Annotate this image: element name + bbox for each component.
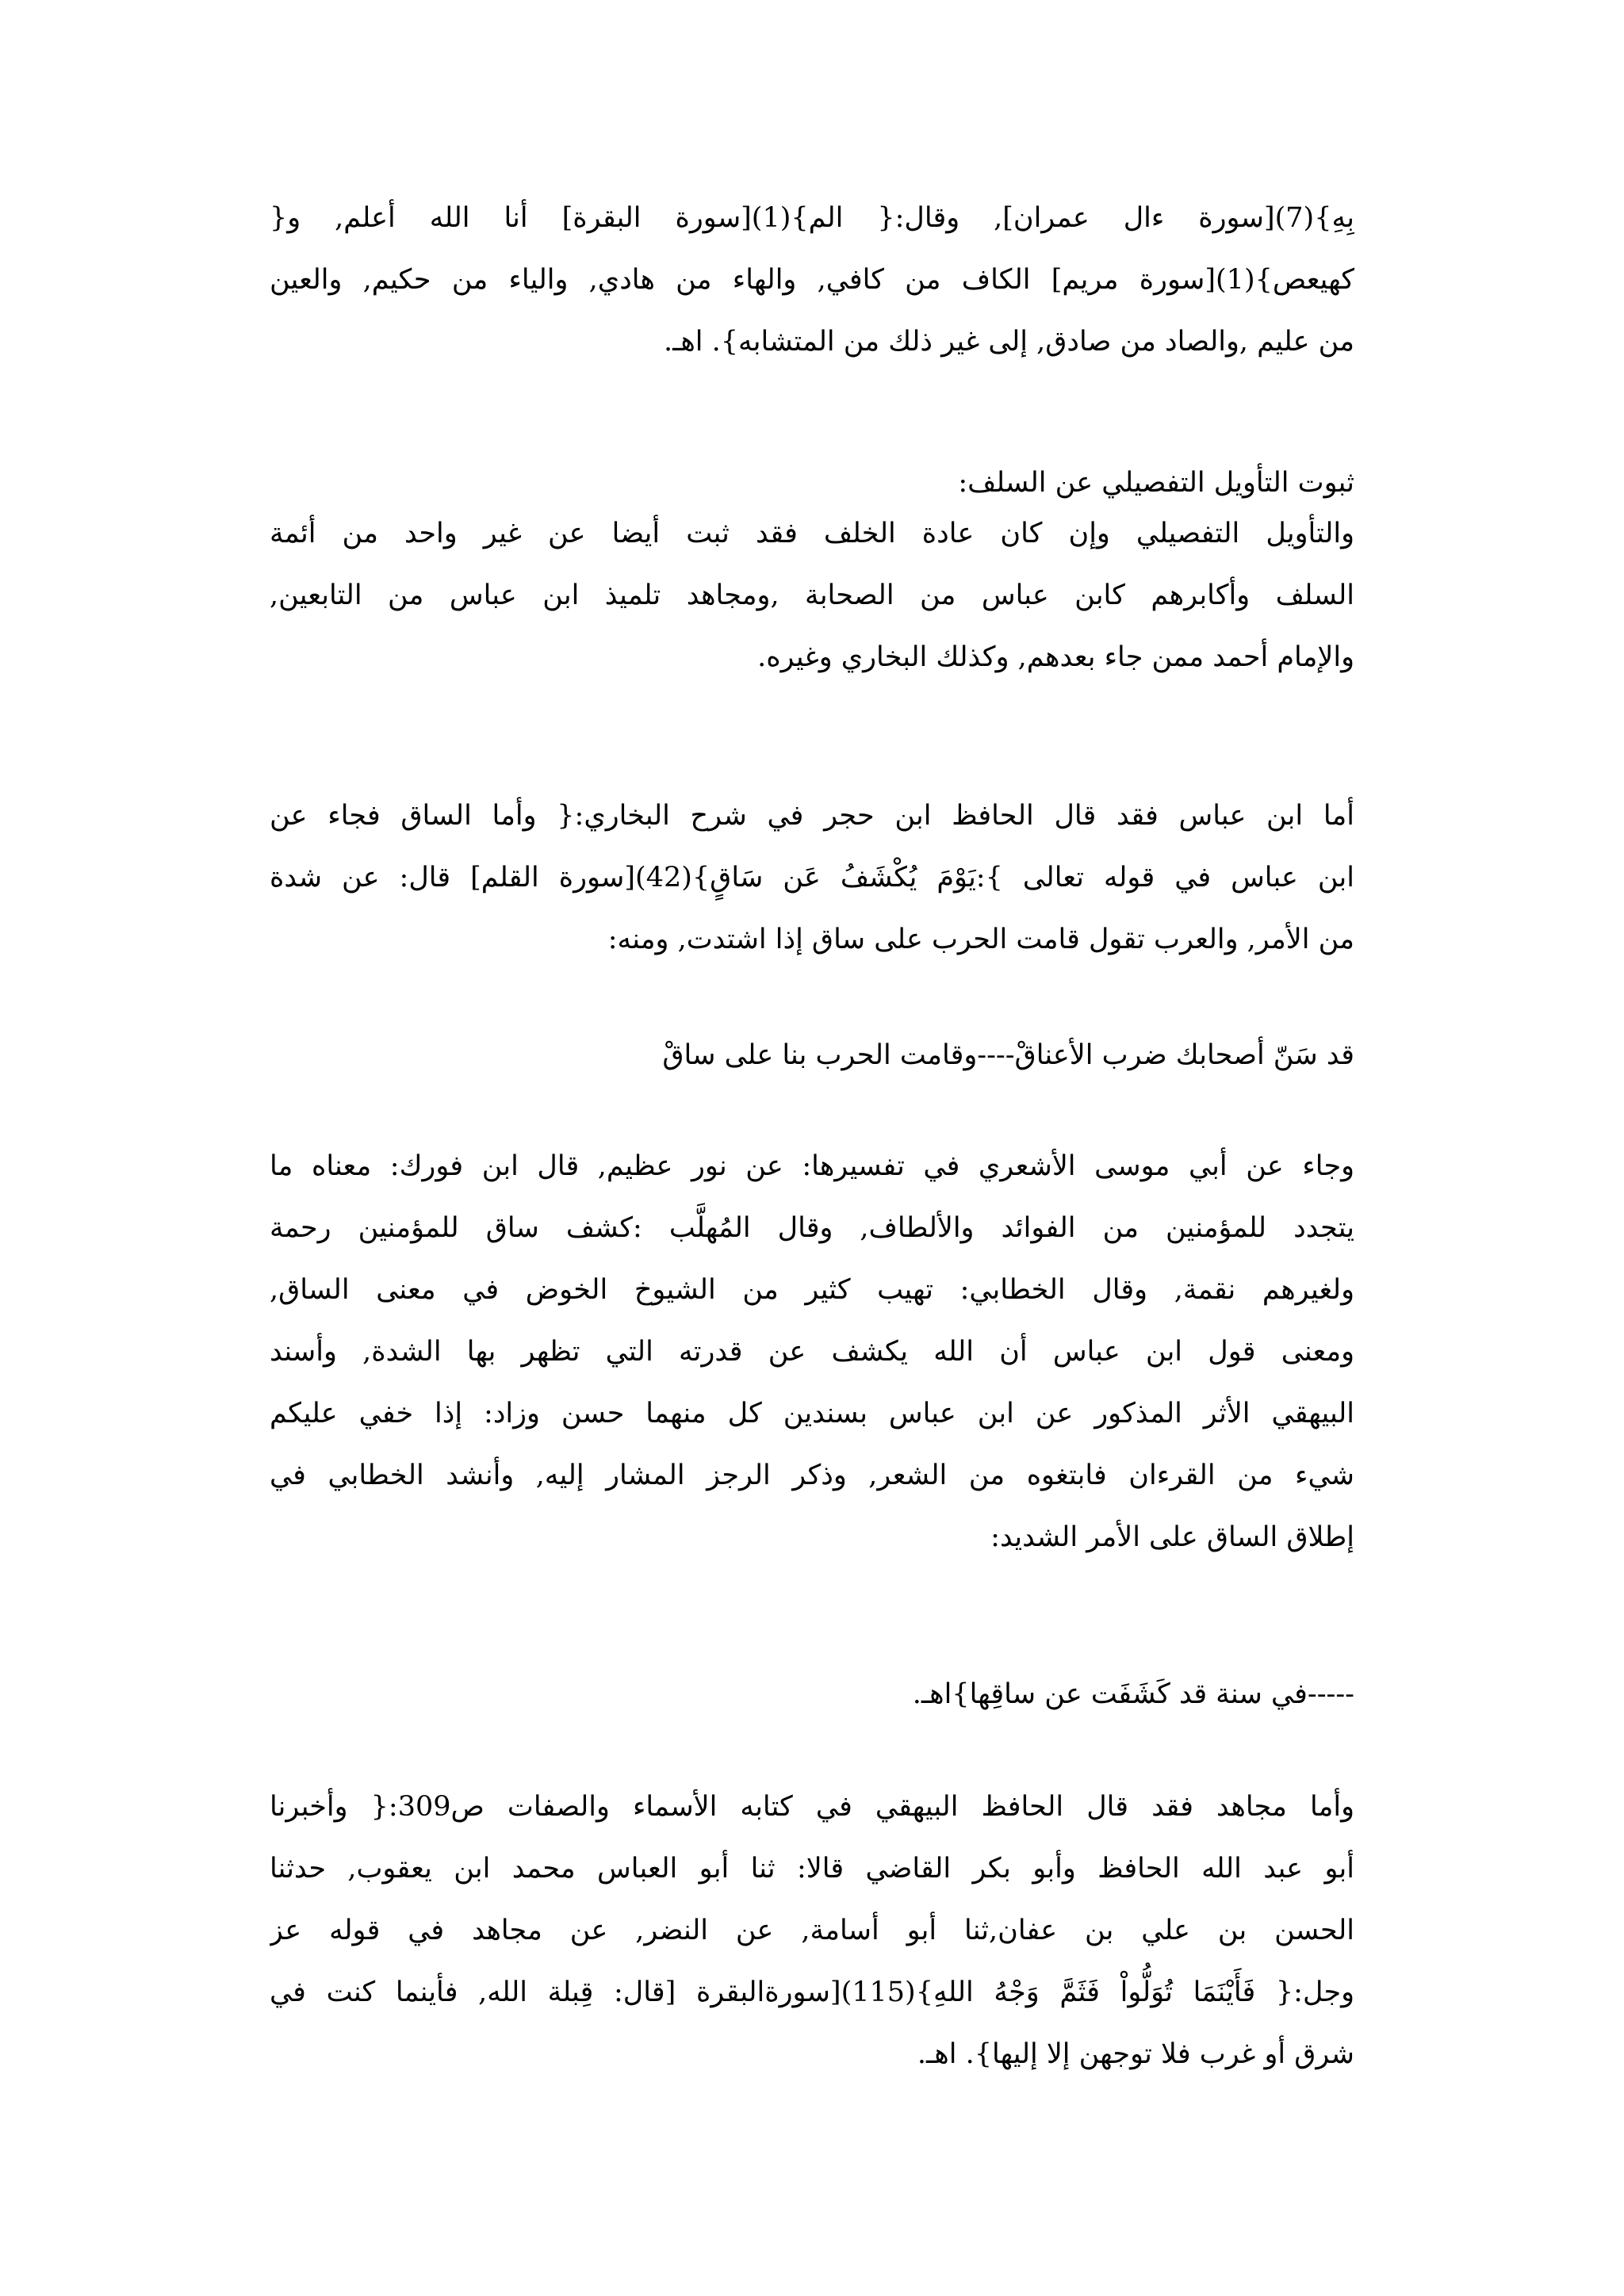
- paragraph-mujahid: [270, 1776, 1354, 2085]
- text-line: الحسن بن علي بن عفان,ثنا أبو أسامة, عن النضر, عن مجاهد في قوله عز: [270, 1915, 1354, 1946]
- text-line: ابن عباس في قوله تعالى }:يَوْمَ يُكْشَفُ عَن سَاقٍ}(42)[سورة القلم] قال: عن شدة: [270, 862, 1354, 894]
- text-line: وأما مجاهد فقد قال الحافظ البيهقي في كتابه الأسماء والصفات ص309:{ وأخبرنا: [270, 1791, 1354, 1823]
- text-line: ومعنى قول ابن عباس أن الله يكشف عن قدرته التي تظهر بها الشدة, وأسند: [270, 1336, 1354, 1368]
- text-line: شرق أو غرب فلا توجهن إلا إليها}. اهـ.: [917, 2038, 1354, 2070]
- paragraph-ibn-abbas: [270, 785, 1354, 970]
- text-line: من الأمر, والعرب تقول قامت الحرب على ساق إذا اشتدت, ومنه:: [607, 924, 1354, 955]
- text-line: وجاء عن أبي موسى الأشعري في تفسيرها: عن نور عظيم, قال ابن فورك: معناه ما: [270, 1150, 1354, 1182]
- text-line: أبو عبد الله الحافظ وأبو بكر القاضي قالا: ثنا أبو العباس محمد ابن يعقوب, حدثنا: [270, 1853, 1354, 1885]
- text-line: السلف وأكابرهم كابن عباس من الصحابة ,ومجاهد تلميذ ابن عباس من التابعين,: [270, 580, 1354, 611]
- text-line: وجل:{ فَأَيْنَمَا تُوَلُّواْ فَثَمَّ وَجْهُ اللهِ}(115)[سورةالبقرة [قال: قِبلة الله, فأينما كنت في: [270, 1976, 1354, 2008]
- poetry-verse-2: [270, 1663, 1354, 1725]
- text-line: إطلاق الساق على الأمر الشديد:: [990, 1521, 1354, 1553]
- text-line: والتأويل التفصيلي وإن كان عادة الخلف فقد ثبت أيضا عن غير واحد من أئمة: [270, 518, 1354, 549]
- heading-text: ثبوت التأويل التفصيلي عن السلف:: [958, 467, 1354, 499]
- verse-text: -----في سنة قد كَشَفَت عن ساقِها}اهـ.: [912, 1678, 1354, 1710]
- paragraph-tawil-intro: [270, 503, 1354, 688]
- text-line: أما ابن عباس فقد قال الحافظ ابن حجر في شرح البخاري:{ وأما الساق فجاء عن: [270, 800, 1354, 832]
- poetry-verse: [270, 1024, 1354, 1086]
- text-line: بِهِ}(7)[سورة ءال عمران], وقال:{ الم}(1)[سورة البقرة] أنا الله أعلم, و{: [270, 202, 1354, 234]
- text-line: كهيعص}(1)[سورة مريم] الكاف من كافي, والهاء من هادي, والياء من حكيم, والعين: [270, 264, 1354, 296]
- text-line: من عليم ,والصاد من صادق, إلى غير ذلك من المتشابه}. اهـ.: [663, 326, 1354, 358]
- verse-text: قد سَنّ أصحابك ضرب الأعناقْ----وقامت الحرب بنا على ساقْ: [662, 1039, 1354, 1071]
- text-line: والإمام أحمد ممن جاء بعدهم, وكذلك البخاري وغيره.: [757, 641, 1354, 673]
- text-line: ولغيرهم نقمة, وقال الخطابي: تهيب كثير من الشيوخ الخوض في معنى الساق,: [270, 1274, 1354, 1306]
- text-line: البيهقي الأثر المذكور عن ابن عباس بسندين كل منهما حسن وزاد: إذا خفي عليكم: [270, 1398, 1354, 1429]
- text-line: شيء من القرءان فابتغوه من الشعر, وذكر الرجز المشار إليه, وأنشد الخطابي في: [270, 1460, 1354, 1491]
- paragraph-abu-musa: [270, 1135, 1354, 1568]
- paragraph-surah-letters: [270, 187, 1354, 373]
- text-line: يتجدد للمؤمنين من الفوائد والألطاف, وقال المُهلَّب :كشف ساق للمؤمنين رحمة: [270, 1212, 1354, 1244]
